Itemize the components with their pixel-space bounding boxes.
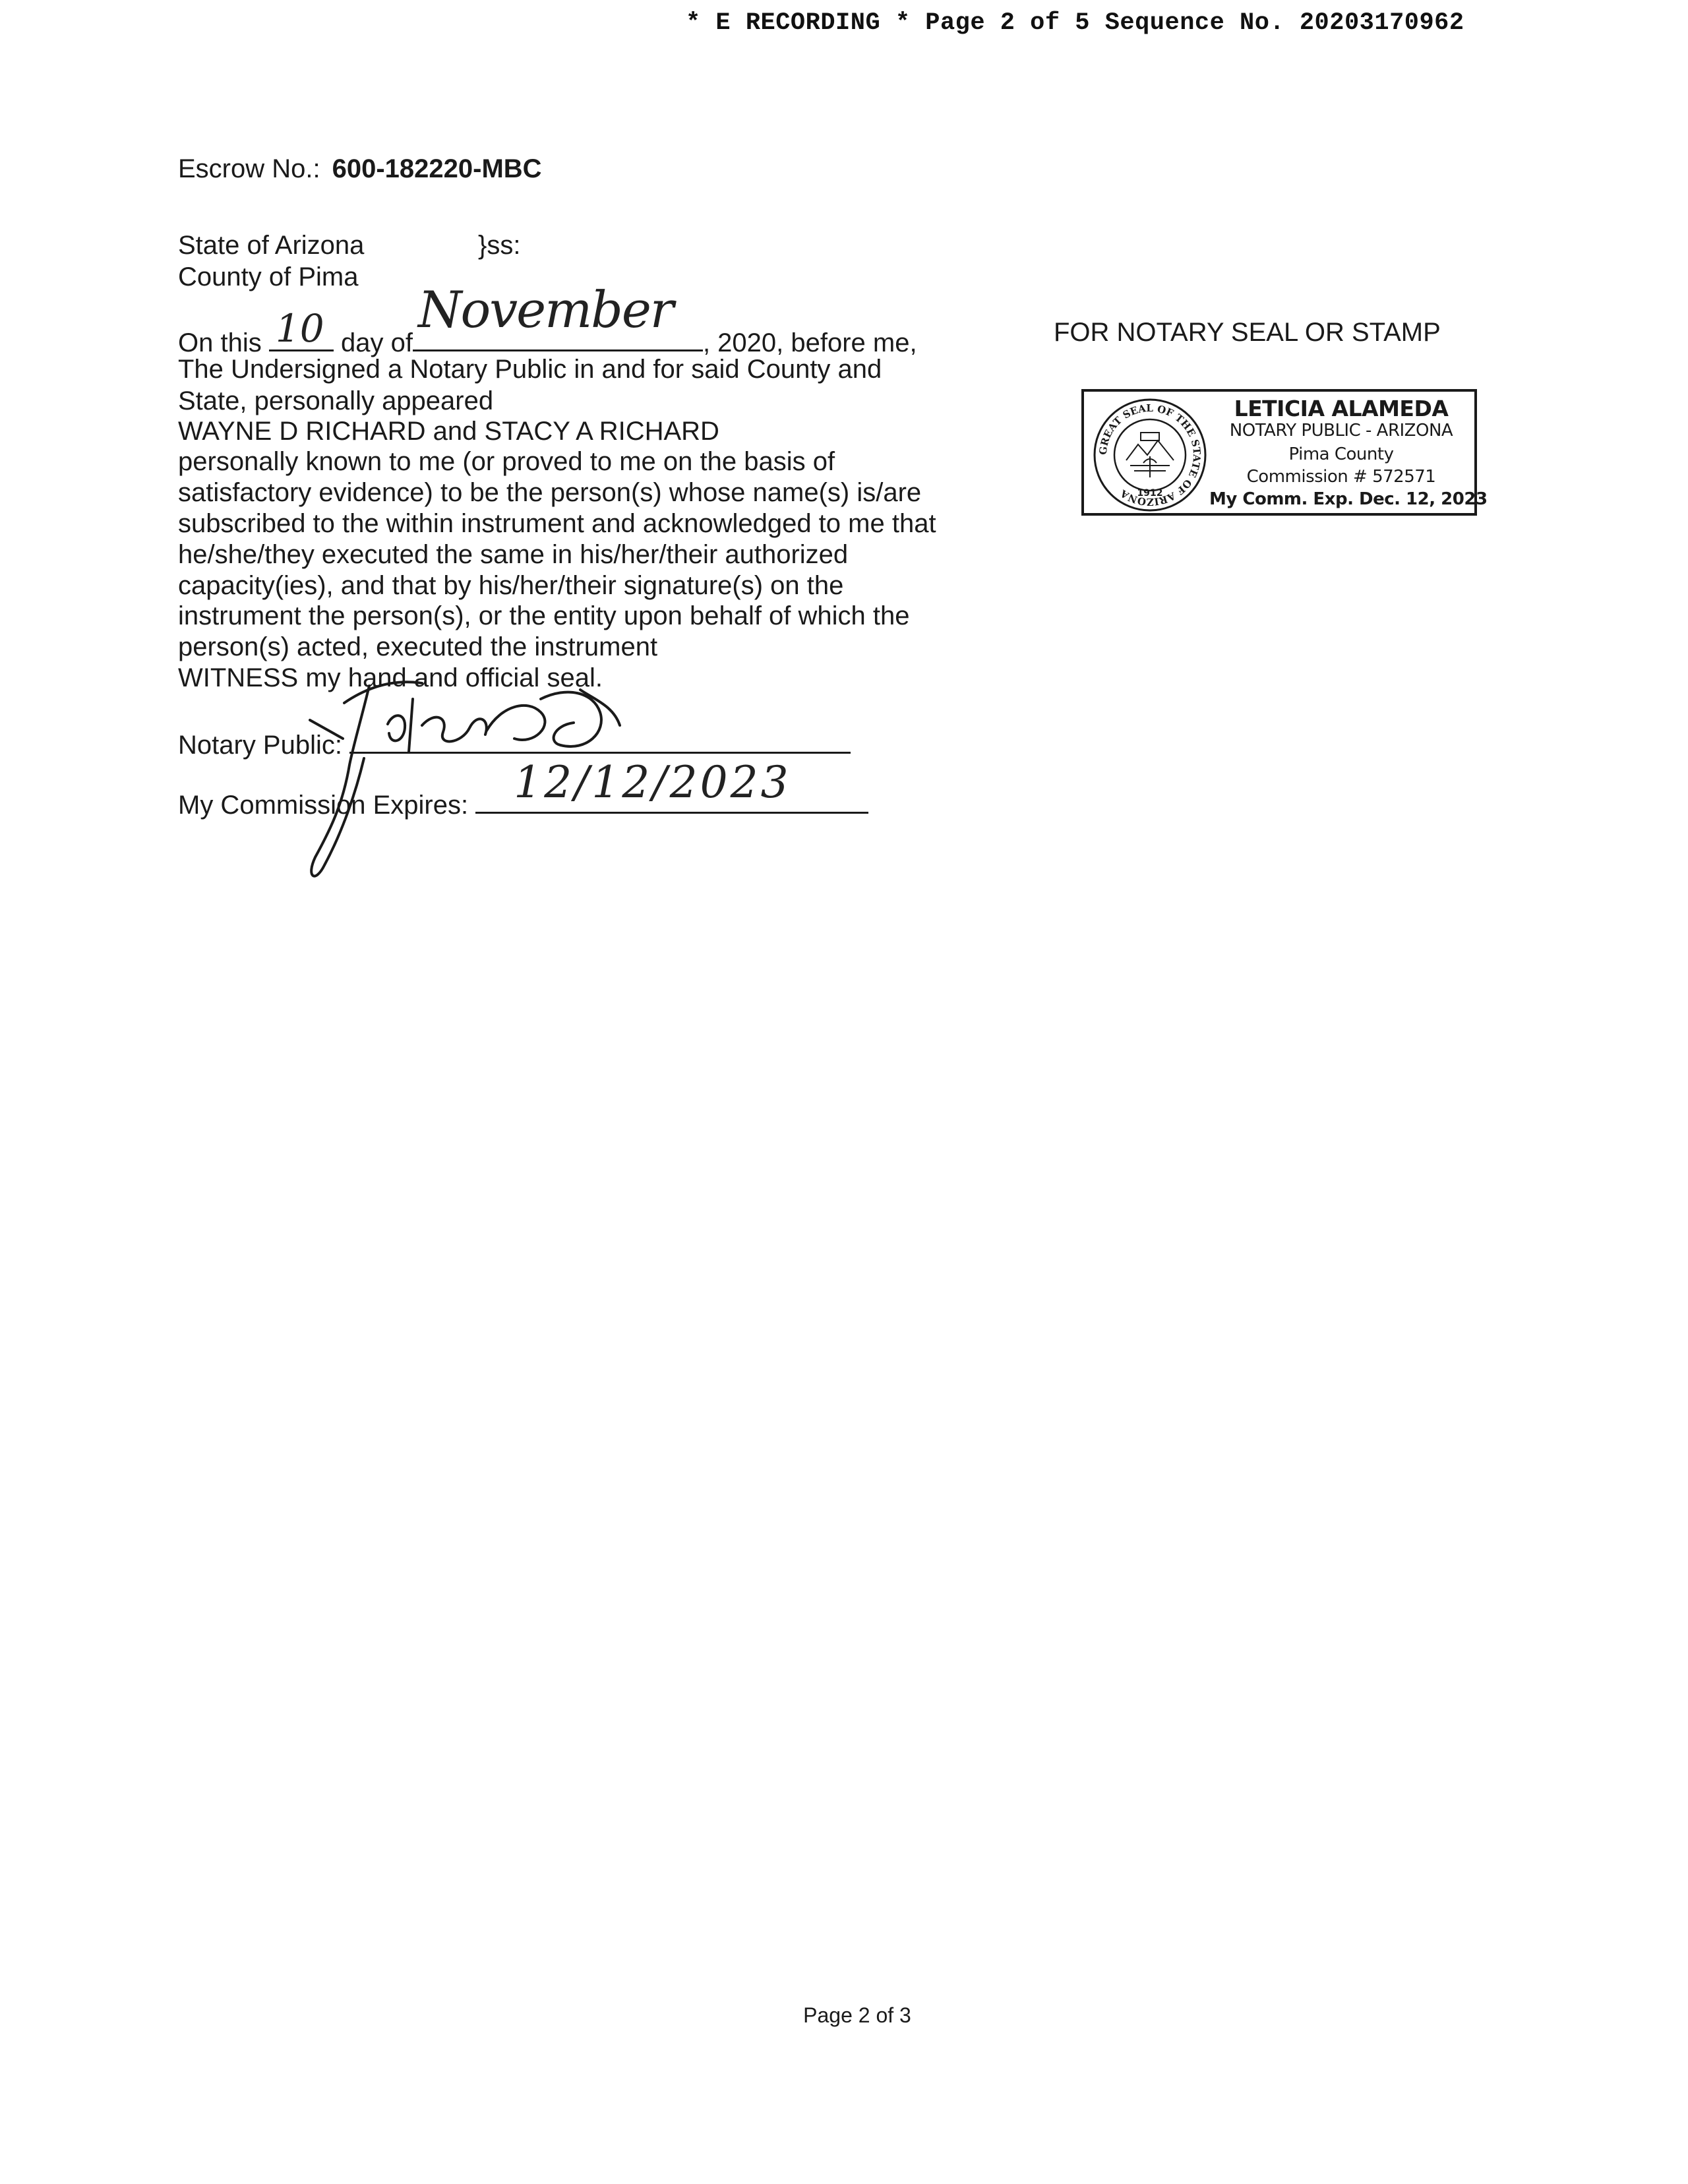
venue-county: County of Pima xyxy=(178,262,359,291)
commission-line xyxy=(178,757,868,821)
ack-line-7: he/she/they executed the same in his/her/their authorized xyxy=(178,540,849,569)
notary-expiry: My Comm. Exp. Dec. 12, 2023 xyxy=(1209,489,1488,509)
ack-line-2: State, personally appeared xyxy=(178,386,494,415)
page-footer: Page 2 of 3 xyxy=(803,2003,911,2027)
on-this-text: On this xyxy=(178,328,262,357)
ack-line-4: personally known to me (or proved to me on the basis of xyxy=(178,447,835,476)
notary-public-label: Notary Public: xyxy=(178,731,342,760)
state-seal-icon xyxy=(1092,397,1208,513)
svg-text:GREAT SEAL OF THE STATE OF ARI: GREAT SEAL OF THE STATE OF ARIZONA xyxy=(1097,402,1203,508)
signers-line: WAYNE D RICHARD and STACY A RICHARD xyxy=(178,417,719,446)
notary-public-line xyxy=(178,727,851,761)
venue-state: State of Arizona xyxy=(178,231,365,260)
notary-name: LETICIA ALAMEDA xyxy=(1234,396,1449,421)
ack-line-5: satisfactory evidence) to be the person(s) whose name(s) is/are xyxy=(178,478,922,507)
seal-caption: FOR NOTARY SEAL OR STAMP xyxy=(1054,318,1441,347)
recording-header: * E RECORDING * Page 2 of 5 Sequence No. 20203170962 xyxy=(686,9,1464,37)
commission-value: 12/12/2023 xyxy=(514,757,791,808)
notary-title: NOTARY PUBLIC - ARIZONA xyxy=(1229,421,1453,440)
commission-field xyxy=(475,757,868,814)
escrow-label: Escrow No.: xyxy=(178,154,320,183)
notary-stamp xyxy=(1081,389,1488,516)
escrow-line xyxy=(178,154,542,184)
ack-line-10: person(s) acted, executed the instrument xyxy=(178,632,658,661)
notary-signature-field xyxy=(349,727,851,754)
day-field xyxy=(269,306,334,351)
seal-year: 1912 xyxy=(1137,488,1163,499)
escrow-number: 600-182220-MBC xyxy=(332,154,542,183)
day-value: 10 xyxy=(275,306,324,351)
month-value: November xyxy=(417,280,673,339)
notary-commission: Commission # 572571 xyxy=(1246,467,1436,487)
venue-block xyxy=(178,229,521,293)
ack-line-8: capacity(ies), and that by his/her/their signature(s) on the xyxy=(178,571,844,600)
ack-line-9: instrument the person(s), or the entity upon behalf of which the xyxy=(178,601,910,630)
year-text: , 2020, before me, xyxy=(702,328,917,357)
day-of-text: day of xyxy=(340,328,413,357)
venue-ss: }ss: xyxy=(478,231,521,260)
ack-line-6: subscribed to the within instrument and acknowledged to me that xyxy=(178,509,936,538)
commission-label: My Commission Expires: xyxy=(178,791,469,820)
month-field xyxy=(413,280,703,351)
ack-line-1: The Undersigned a Notary Public in and for said County and xyxy=(178,355,882,384)
witness-line: WITNESS my hand and official seal. xyxy=(178,663,603,692)
notary-county: Pima County xyxy=(1288,444,1394,464)
